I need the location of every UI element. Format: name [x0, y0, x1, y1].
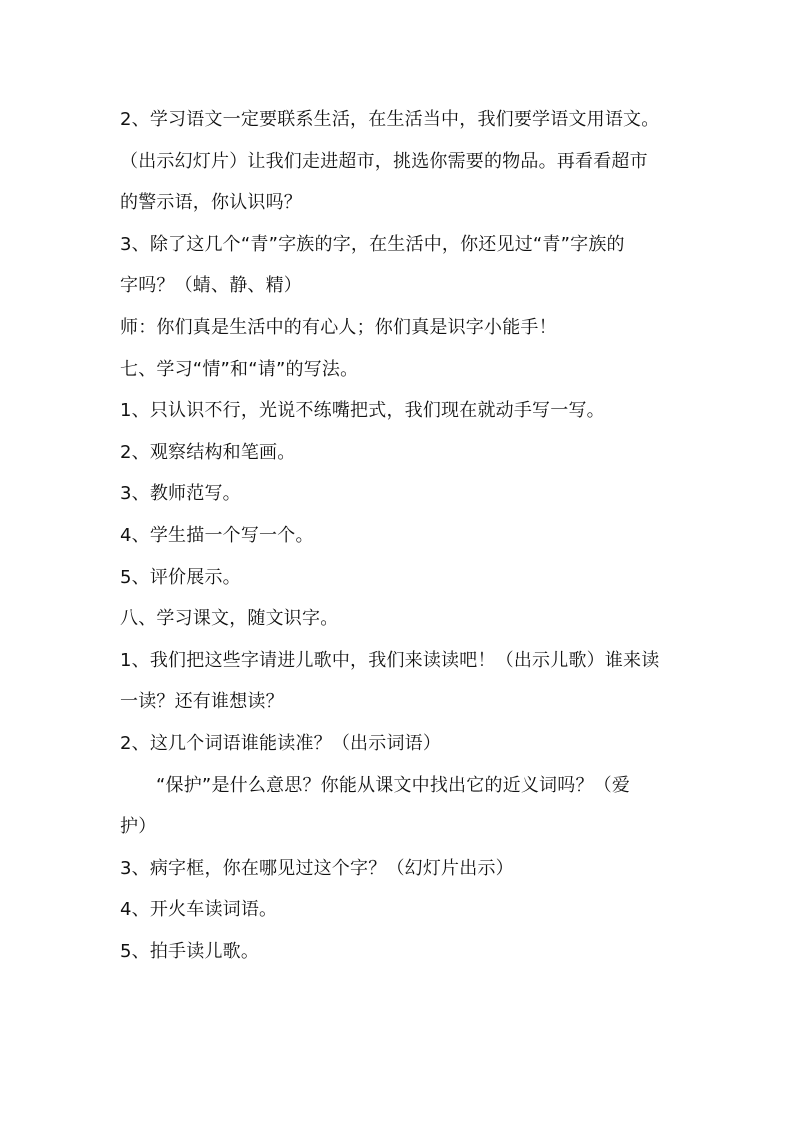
section-heading: 七、学习“情”和“请”的写法。: [120, 358, 359, 380]
text-line: 字吗？（蜻、静、精）: [120, 275, 302, 297]
text-line: 5、拍手读儿歌。: [120, 940, 260, 962]
document-body: [120, 103, 680, 976]
text-line: “保护”是什么意思？你能从课文中找出它的近义词吗？（爱: [156, 774, 631, 796]
text-line: 一读？还有谁想读？: [120, 691, 284, 713]
text-line: 5、评价展示。: [120, 566, 241, 588]
text-line: 3、除了这几个“青”字族的字，在生活中，你还见过“青”字族的: [120, 233, 625, 255]
text-line: 1、我们把这些字请进儿歌中，我们来读读吧！（出示儿歌）谁来读: [120, 649, 660, 671]
text-line: 2、学习语文一定要联系生活，在生活当中，我们要学语文用语文。: [120, 109, 660, 130]
text-line: 2、观察结构和笔画。: [120, 441, 296, 463]
section-heading: 八、学习课文，随文识字。: [120, 608, 339, 630]
text-line: 2、这几个词语谁能读准？（出示词语）: [120, 732, 442, 754]
text-line: 护）: [120, 816, 157, 838]
text-line: 3、病字框，你在哪见过这个字？（幻灯片出示）: [120, 857, 514, 879]
text-line: （出示幻灯片）让我们走进超市，挑选你需要的物品。再看看超市: [120, 150, 648, 172]
text-line: 的警示语，你认识吗？: [120, 192, 302, 214]
text-line: 师：你们真是生活中的有心人；你们真是识字小能手！: [120, 316, 557, 338]
text-line: 1、只认识不行，光说不练嘴把式，我们现在就动手写一写。: [120, 400, 605, 422]
text-line: 3、教师范写。: [120, 483, 241, 505]
text-line: 4、开火车读词语。: [120, 899, 278, 921]
text-line: 4、学生描一个写一个。: [120, 524, 314, 546]
